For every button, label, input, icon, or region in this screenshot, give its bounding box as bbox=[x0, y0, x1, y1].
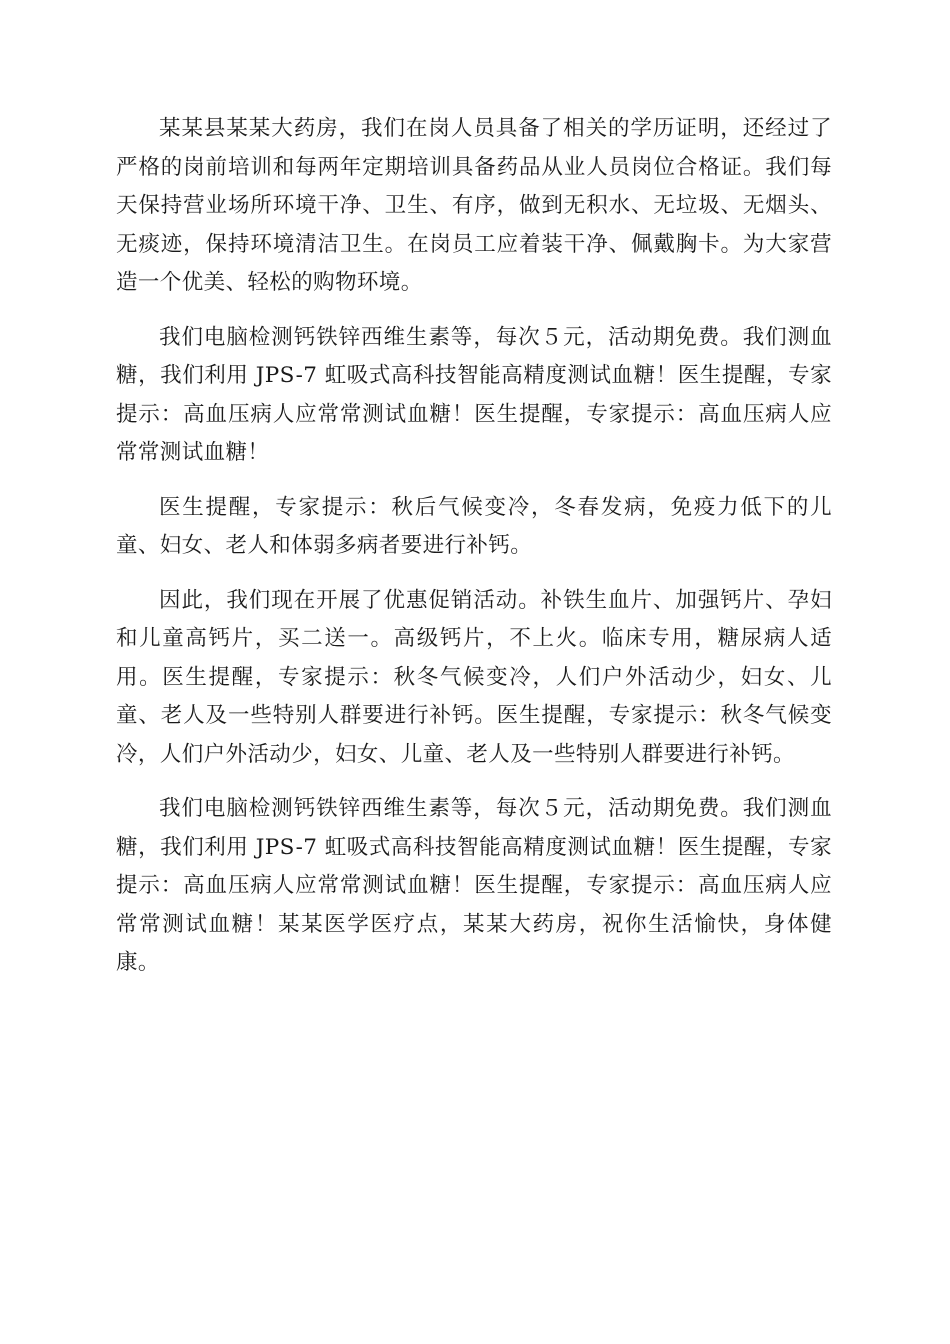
paragraph-testing-service: 我们电脑检测钙铁锌西维生素等，每次５元，活动期免费。我们测血糖，我们利用 JPS-7 虹吸式高科技智能高精度测试血糖！医生提醒，专家提示：高血压病人应常常测试血糖！医生提醒，专家提示：高血压病人应常常测试血糖！ bbox=[116, 324, 832, 465]
paragraph-staff-and-environment: 某某县某某大药房，我们在岗人员具备了相关的学历证明，还经过了严格的岗前培训和每两年定期培训具备药品从业人员岗位合格证。我们每天保持营业场所环境干净、卫生、有序，做到无积水、无垃圾、无烟头、无痰迹，保持环境清洁卫生。在岗员工应着装干净、佩戴胸卡。为大家营造一个优美、轻松的购物环境。 bbox=[116, 116, 832, 295]
paragraph-closing: 我们电脑检测钙铁锌西维生素等，每次５元，活动期免费。我们测血糖，我们利用 JPS-7 虹吸式高科技智能高精度测试血糖！医生提醒，专家提示：高血压病人应常常测试血糖！医生提醒，专家提示：高血压病人应常常测试血糖！某某医学医疗点，某某大药房，祝你生活愉快，身体健康。 bbox=[116, 796, 832, 975]
paragraph-calcium-advice: 医生提醒，专家提示：秋后气候变冷，冬春发病，免疫力低下的儿童、妇女、老人和体弱多病者要进行补钙。 bbox=[116, 494, 832, 558]
document-body bbox=[116, 110, 832, 999]
paragraph-promotion: 因此，我们现在开展了优惠促销活动。补铁生血片、加强钙片、孕妇和儿童高钙片，买二送一。高级钙片，不上火。临床专用，糖尿病人适用。医生提醒，专家提示：秋冬气候变冷，人们户外活动少，妇女、儿童、老人及一些特别人群要进行补钙。医生提醒，专家提示：秋冬气候变冷，人们户外活动少，妇女、儿童、老人及一些特别人群要进行补钙。 bbox=[116, 587, 832, 767]
